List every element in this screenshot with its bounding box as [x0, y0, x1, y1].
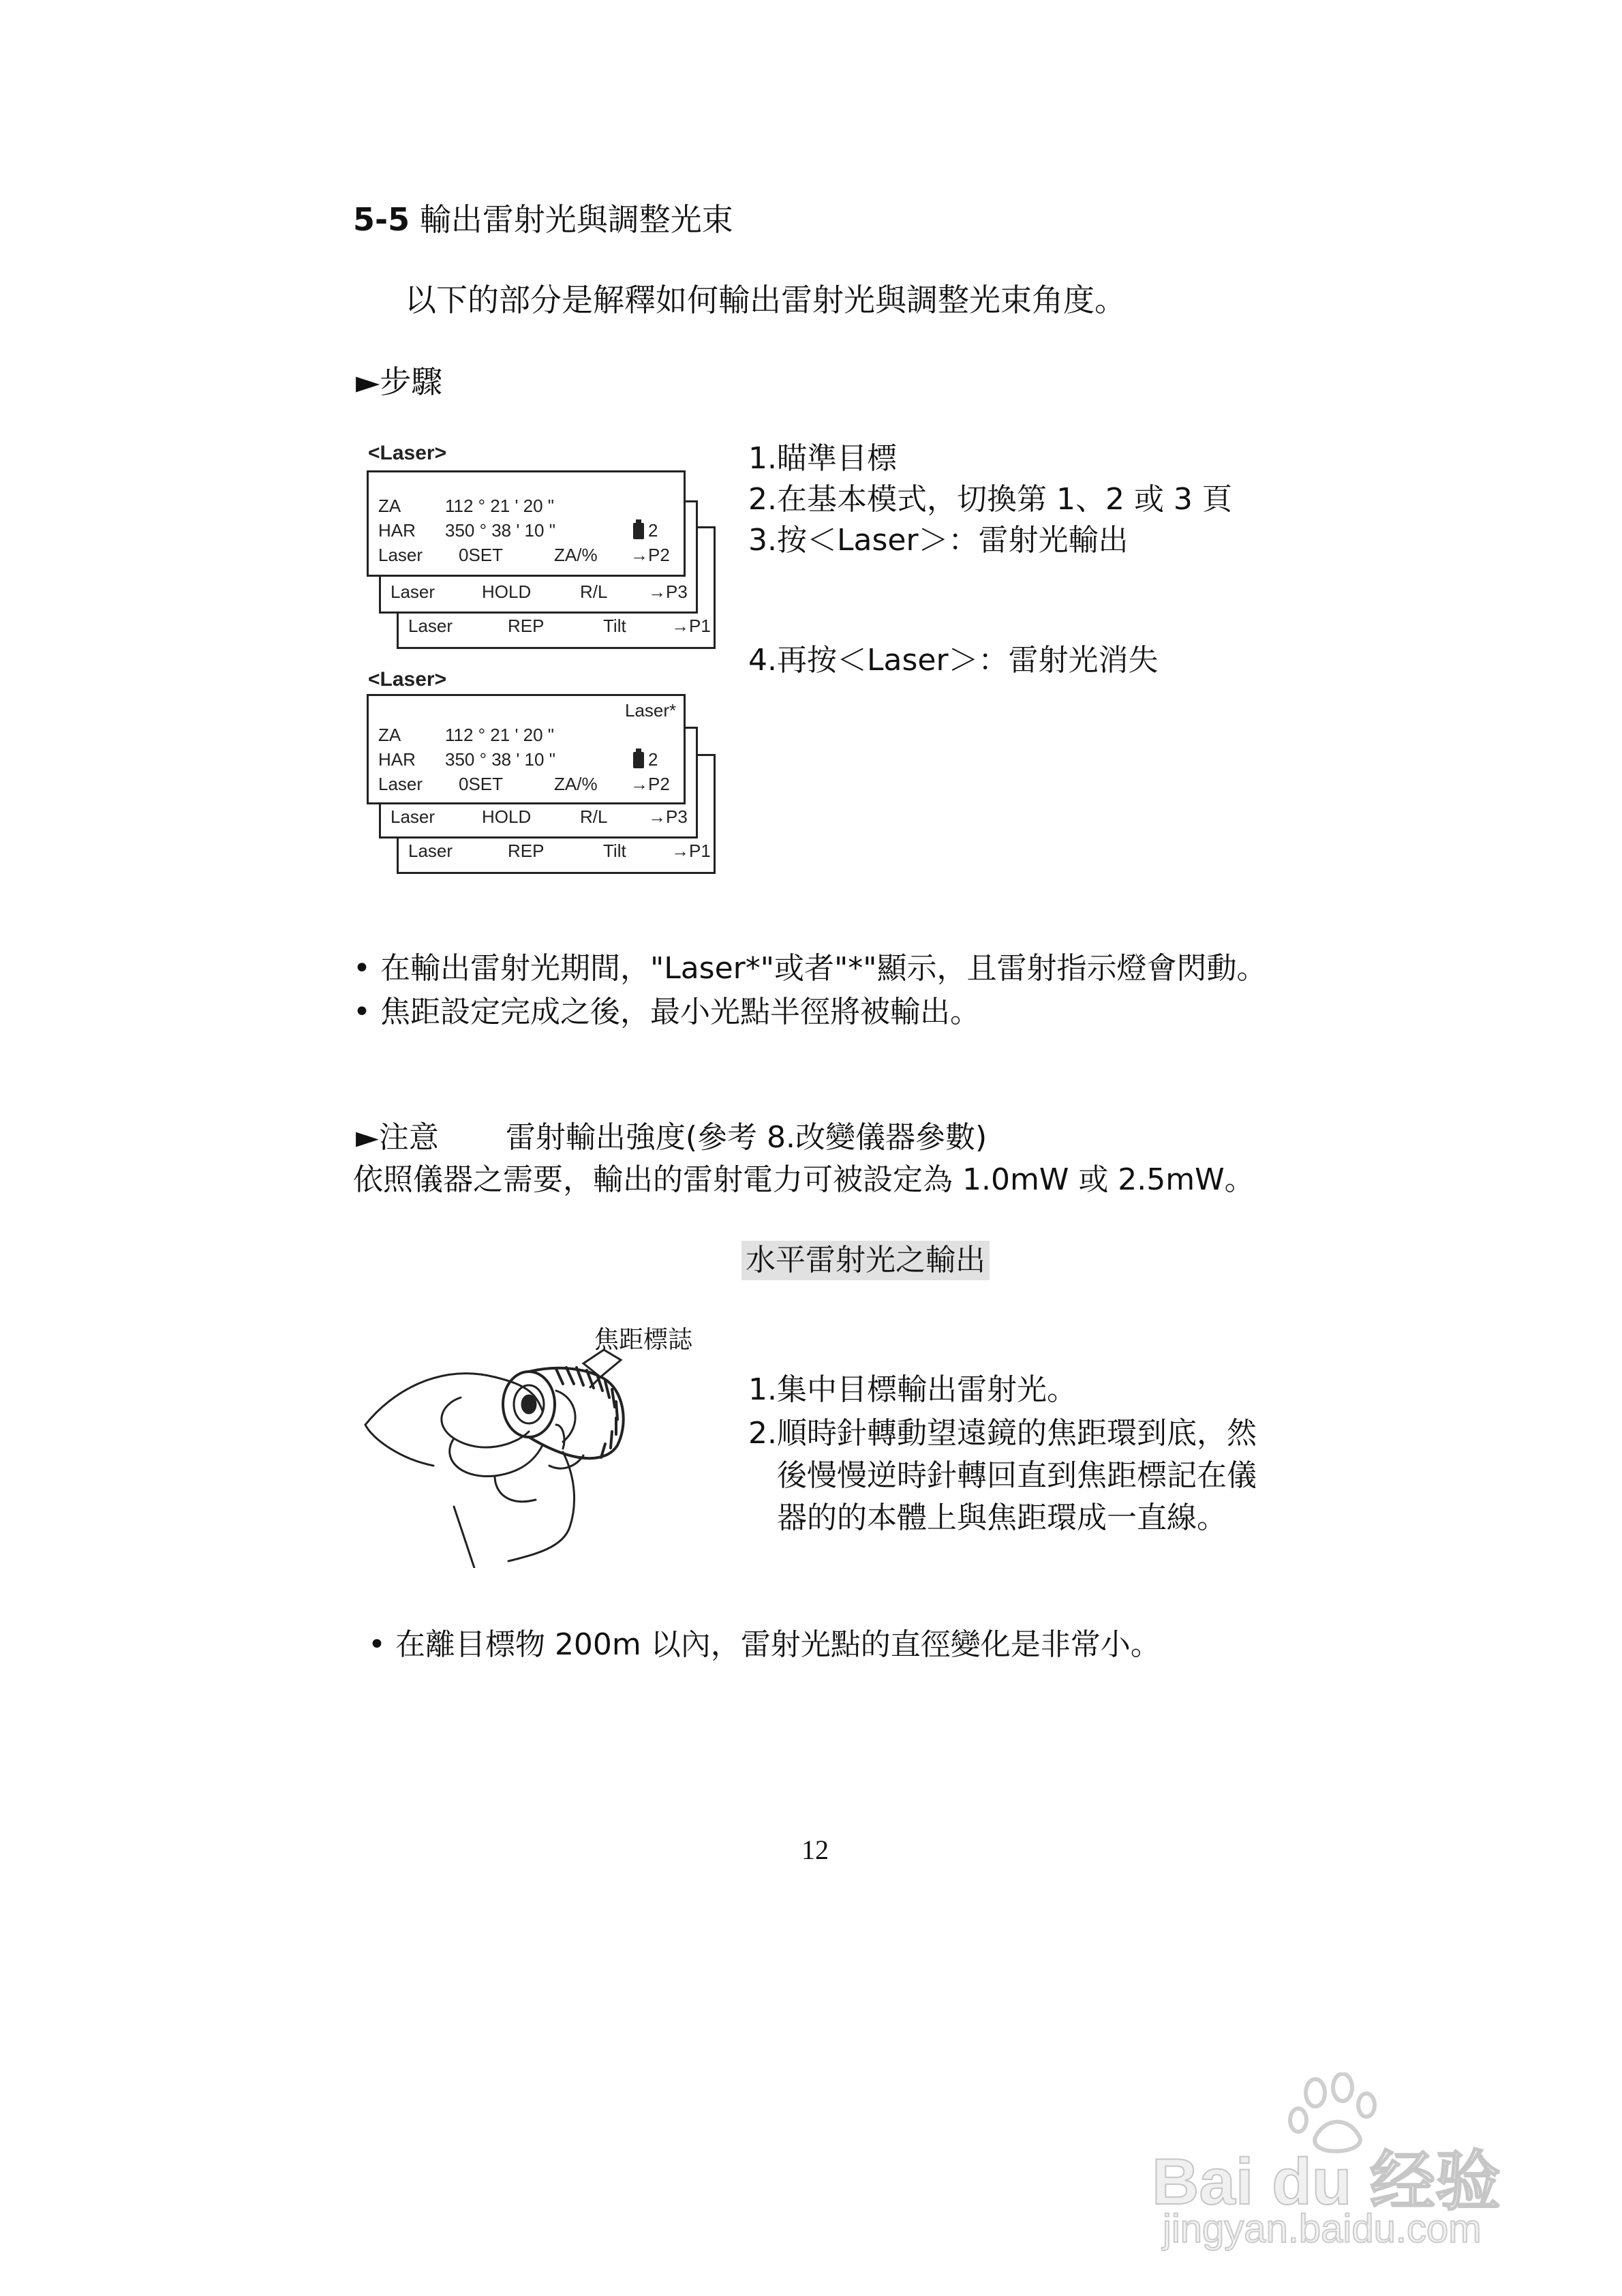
lcd-softkey: ZA/%: [554, 774, 598, 794]
instruction-2: 2.在基本模式，切換第 1、2 或 3 頁: [748, 482, 1232, 517]
display1-page1: [367, 470, 686, 577]
bullet-dot: •: [353, 995, 380, 1029]
section-number: 5-5: [353, 201, 410, 238]
lcd-softkey: →P2: [630, 545, 670, 565]
lcd-softkey: Laser: [408, 616, 453, 636]
bullet-dot: •: [353, 951, 380, 986]
display2-page1: [367, 694, 686, 804]
lcd-softkey: HOLD: [482, 806, 532, 827]
section-heading: [353, 199, 733, 240]
battery-icon: [633, 523, 644, 539]
lcd-softkey: 0SET: [459, 545, 504, 565]
instruction-3: 3.按＜Laser＞：雷射光輸出: [748, 523, 1129, 558]
focus-ring-figure: [358, 1323, 699, 1568]
bullet-item: [353, 949, 1266, 988]
note-text: 依照儀器之需要，輸出的雷射電力可被設定為 1.0mW 或 2.5mW。: [353, 1162, 1255, 1197]
bullet-dot: •: [368, 1627, 395, 1662]
note-label: ►注意: [356, 1120, 439, 1155]
lcd-label-har: HAR: [378, 749, 416, 770]
lcd-softkey: ZA/%: [554, 545, 598, 565]
bullet-text: 焦距設定完成之後，最小光點半徑將被輸出。: [380, 995, 980, 1029]
subheading: 水平雷射光之輸出: [741, 1241, 990, 1280]
lcd-softkey: Laser: [391, 581, 435, 602]
baidu-watermark: [1152, 2072, 1588, 2250]
battery-icon: [633, 752, 644, 768]
lcd-value-za: 112 ° 21 ' 20 ": [445, 725, 554, 745]
lcd-softkey: 0SET: [459, 774, 504, 794]
lcd-softkey: REP: [508, 616, 545, 636]
intro-text: 以下的部分是解釋如何輸出雷射光與調整光束角度。: [405, 282, 1126, 318]
bullet-item: [368, 1625, 1161, 1665]
lcd-softkey: →P3: [648, 581, 688, 602]
section-title: 輸出雷射光與調整光束: [419, 201, 733, 238]
bullet-item: [353, 993, 980, 1032]
lcd-label-za: ZA: [378, 725, 401, 745]
lcd-softkey: Tilt: [603, 841, 626, 861]
hand-focus-ring-illustration: [358, 1323, 699, 1568]
figure-label: 焦距標誌: [594, 1326, 693, 1354]
instruction2-3: 後慢慢逆時針轉回直到焦距標記在儀: [777, 1458, 1257, 1493]
instruction2-4: 器的的本體上與焦距環成一直線。: [777, 1500, 1227, 1535]
instruction2-1: 1.集中目標輸出雷射光。: [748, 1372, 1077, 1407]
lcd-label-har: HAR: [378, 520, 416, 541]
lcd-softkey: →P1: [671, 616, 711, 636]
instruction-1: 1.瞄準目標: [748, 441, 897, 476]
laser-indicator: Laser*: [625, 700, 677, 721]
display2-title: <Laser>: [368, 668, 447, 691]
lcd-softkey: R/L: [580, 581, 608, 602]
note-title: 雷射輸出強度(參考 8.改變儀器參數): [505, 1120, 988, 1155]
lcd-softkey: Laser: [408, 841, 453, 861]
lcd-softkey: →P3: [648, 806, 688, 827]
lcd-softkey: R/L: [580, 806, 608, 827]
lcd-softkey: Laser: [391, 806, 435, 827]
lcd-softkey: Laser: [378, 545, 423, 565]
bullet-text: 在離目標物 200m 以內，雷射光點的直徑變化是非常小。: [395, 1627, 1161, 1662]
lcd-softkey: →P1: [671, 841, 711, 861]
page-number: 12: [801, 1834, 829, 1865]
steps-label: ►步驟: [356, 363, 443, 400]
lcd-softkey: Tilt: [603, 616, 626, 636]
lcd-page-number: 2: [648, 520, 658, 541]
display1-title: <Laser>: [368, 442, 447, 464]
lcd-softkey: REP: [508, 841, 545, 861]
lcd-value-har: 350 ° 38 ' 10 ": [445, 520, 555, 541]
lcd-value-har: 350 ° 38 ' 10 ": [445, 749, 555, 770]
lcd-page-number: 2: [648, 749, 658, 770]
note-heading: [356, 1118, 987, 1158]
instruction-4: 4.再按＜Laser＞：雷射光消失: [748, 643, 1159, 678]
bullet-text: 在輸出雷射光期間，"Laser*"或者"*"顯示，且雷射指示燈會閃動。: [380, 951, 1267, 986]
watermark-logo: Bai du 经验: [1152, 2145, 1501, 2218]
watermark-url: jingyan.baidu.com: [1163, 2207, 1482, 2251]
instruction2-2: 2.順時針轉動望遠鏡的焦距環到底，然: [748, 1416, 1257, 1451]
lcd-value-za: 112 ° 21 ' 20 ": [445, 496, 554, 516]
lcd-label-za: ZA: [378, 496, 401, 516]
lcd-softkey: HOLD: [482, 581, 532, 602]
lcd-softkey: Laser: [378, 774, 423, 794]
lcd-softkey: →P2: [630, 774, 670, 794]
